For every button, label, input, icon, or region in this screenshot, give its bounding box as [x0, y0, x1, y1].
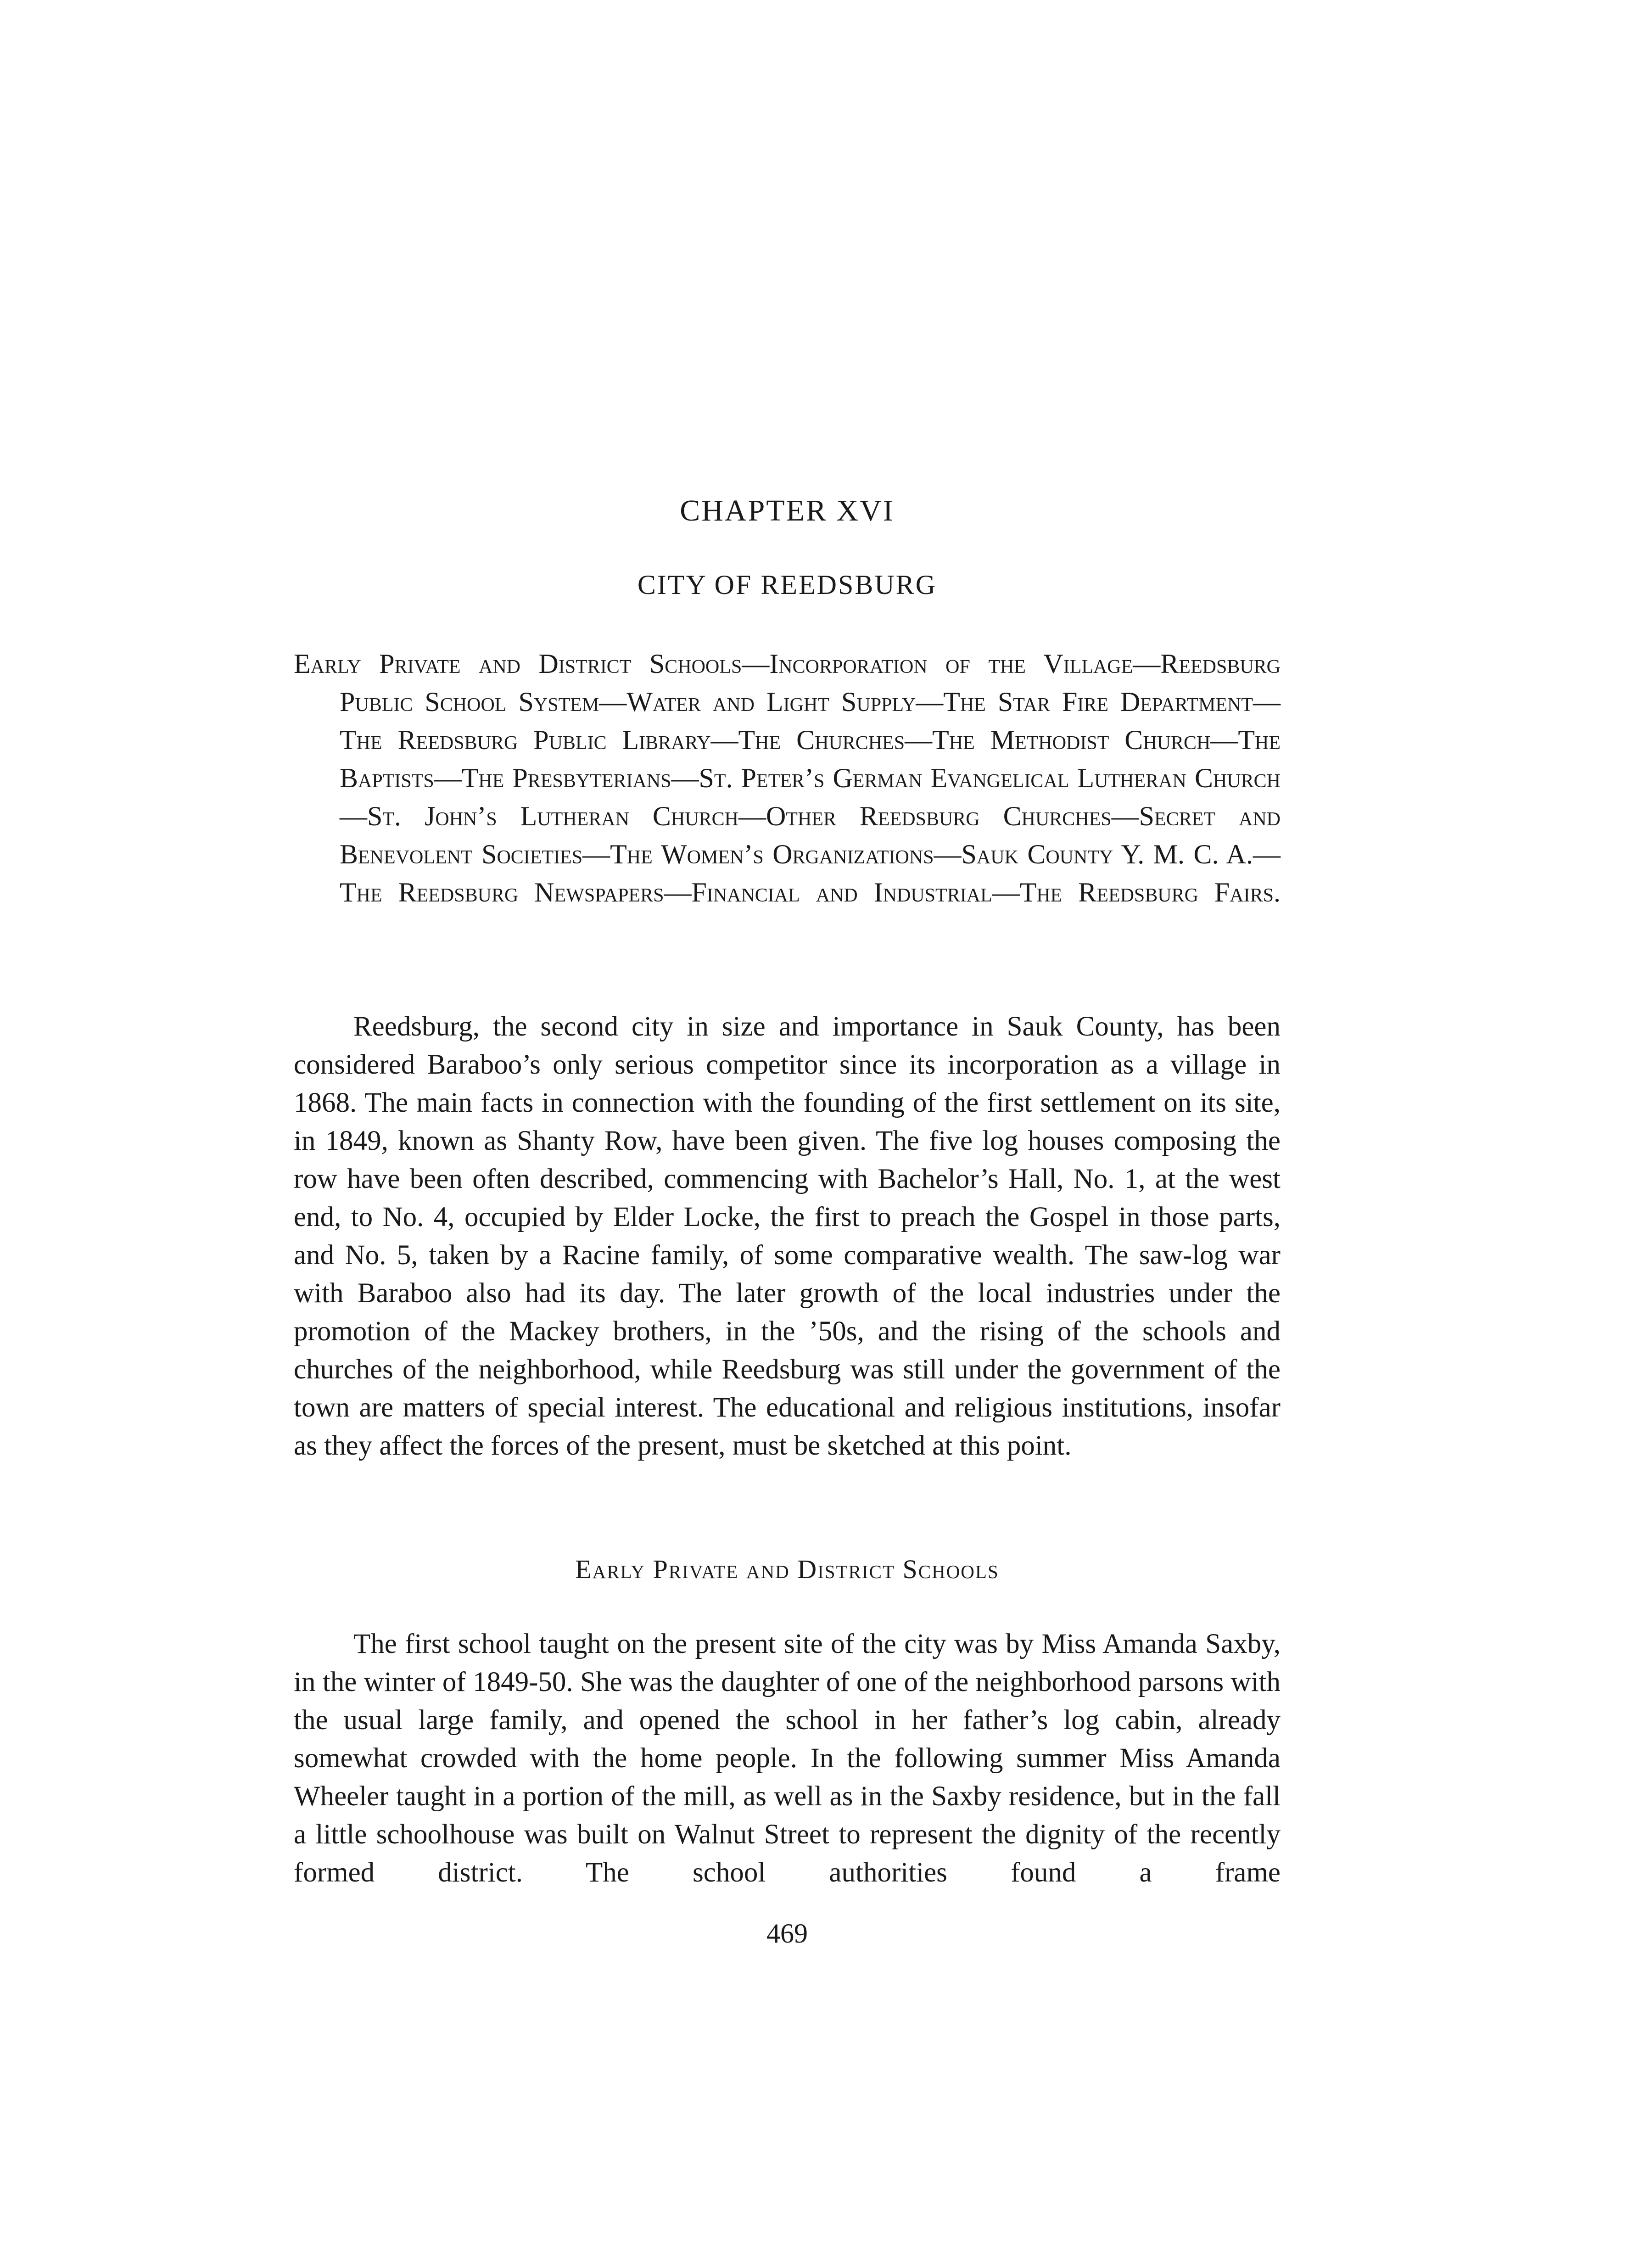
- chapter-synopsis: Early Private and District Schools—Incorporation of the Village—Reedsburg Public School System—Water and Light Supply—The Star Fire Department—The Reedsburg Public Library—The Churches—The Methodist Church—The Baptists—The Presbyterians—St. Peter’s German Evangelical Lutheran Church—St. John’s Lutheran Church—Other Reedsburg Churches—Secret and Benevolent Societies—The Women’s Organizations—Sauk County Y. M. C. A.—The Reedsburg Newspapers—Financial and Industrial—The Reedsburg Fairs.: [294, 649, 1281, 907]
- chapter-number: CHAPTER XVI: [680, 494, 895, 527]
- schools-paragraph: The first school taught on the present site of the city was by Miss Amanda Saxby, in the winter of 1849-50. She was the daughter of one of the neighborhood parsons with the usual large family, and opened the school in her father’s log cabin, already somewhat crowded with the home people. In the following summer Miss Amanda Wheeler taught in a portion of the mill, as well as in the Saxby residence, but in the fall a little schoolhouse was built on Walnut Street to represent the dignity of the recently formed district. The school authorities found a frame: [294, 1629, 1281, 1888]
- book-page: [294, 0, 1281, 2268]
- page-number: 469: [766, 1918, 808, 1949]
- intro-paragraph: Reedsburg, the second city in size and importance in Sauk County, has been considered Baraboo’s only serious competitor since its incorporation as a village in 1868. The main facts in connection with the founding of the first settlement on its site, in 1849, known as Shanty Row, have been given. The five log houses composing the row have been often described, commencing with Bachelor’s Hall, No. 1, at the west end, to No. 4, occupied by Elder Locke, the first to preach the Gospel in those parts, and No. 5, taken by a Racine family, of some comparative wealth. The saw-log war with Baraboo also had its day. The later growth of the local industries under the promotion of the Mackey brothers, in the ’50s, and the rising of the schools and churches of the neighborhood, while Reedsburg was still under the government of the town are matters of special interest. The educational and religious institutions, insofar as they affect the forces of the present, must be sketched at this point.: [294, 1011, 1281, 1461]
- chapter-title: CITY OF REEDSBURG: [637, 570, 937, 600]
- section-heading: Early Private and District Schools: [575, 1554, 999, 1584]
